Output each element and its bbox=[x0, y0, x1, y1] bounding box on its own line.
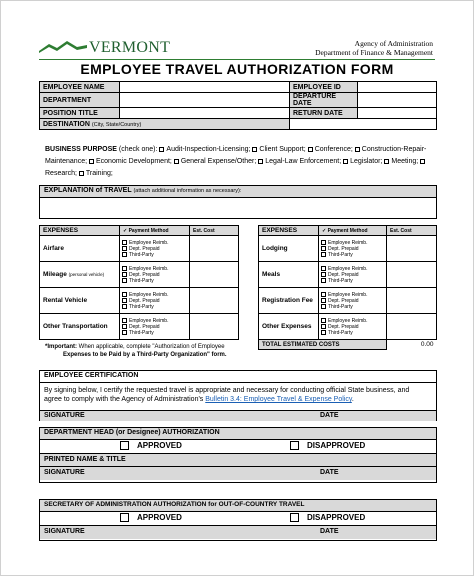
cost-field[interactable] bbox=[190, 236, 239, 262]
note-text-2: Expenses to be Paid by a Third-Party Organization" form. bbox=[63, 352, 227, 358]
purpose-option[interactable]: Research; bbox=[45, 158, 427, 177]
checkbox-icon[interactable] bbox=[120, 513, 129, 522]
cost-field[interactable] bbox=[190, 262, 239, 288]
cost-field[interactable] bbox=[190, 314, 239, 340]
signature-label: SIGNATURE bbox=[44, 528, 85, 535]
secretary-authorization bbox=[39, 499, 437, 541]
approved-option[interactable]: APPROVED bbox=[120, 441, 182, 450]
signature-label: SIGNATURE bbox=[44, 469, 85, 476]
employee-id-label: EMPLOYEE ID bbox=[290, 82, 358, 93]
certification-header: EMPLOYEE CERTIFICATION bbox=[40, 371, 436, 383]
employee-info-table bbox=[39, 81, 437, 130]
explanation-box[interactable] bbox=[39, 185, 437, 219]
purpose-option[interactable]: Economic Development; bbox=[89, 158, 172, 165]
date-label: DATE bbox=[320, 528, 339, 535]
cost-field[interactable] bbox=[387, 288, 437, 314]
checkbox-icon[interactable] bbox=[120, 441, 129, 450]
checkbox-icon[interactable] bbox=[122, 252, 127, 257]
disapproved-option[interactable]: DISAPPROVED bbox=[290, 441, 365, 450]
departure-date-label: DEPARTURE DATE bbox=[290, 93, 358, 108]
checkbox-icon[interactable] bbox=[290, 441, 299, 450]
logo-text: VERMONT bbox=[89, 39, 171, 56]
purpose-option[interactable]: Meeting; bbox=[384, 158, 418, 165]
checkbox-icon[interactable] bbox=[321, 240, 326, 245]
destination-label-text: DESTINATION bbox=[43, 120, 90, 128]
checkbox-icon[interactable] bbox=[321, 324, 326, 329]
cost-col-header: Est. Cost bbox=[190, 226, 239, 236]
checkbox-icon[interactable] bbox=[122, 298, 127, 303]
mountain-logo-icon bbox=[39, 39, 87, 53]
payment-method-group: Employee Reimb. Dept. Prepaid Third-Party bbox=[120, 262, 190, 288]
checkbox-icon[interactable] bbox=[159, 147, 164, 152]
payment-method-group: Employee Reimb. Dept. Prepaid Third-Party bbox=[120, 314, 190, 340]
disapproved-option[interactable]: DISAPPROVED bbox=[290, 513, 365, 522]
return-date-field[interactable] bbox=[358, 108, 437, 119]
purpose-option[interactable]: Construction-Repair-Maintenance; bbox=[45, 146, 427, 165]
payment-col-header: ✓ Payment Method bbox=[120, 226, 190, 236]
expenses-col-header: EXPENSES bbox=[259, 226, 319, 236]
expenses-table-right bbox=[258, 225, 437, 350]
expenses-table-left bbox=[39, 225, 239, 340]
cost-field[interactable] bbox=[387, 262, 437, 288]
checkbox-icon[interactable] bbox=[79, 171, 84, 176]
expenses-col-header: EXPENSES bbox=[40, 226, 120, 236]
checkbox-icon[interactable] bbox=[122, 330, 127, 335]
agency-line-1: Agency of Administration bbox=[354, 39, 433, 48]
note-star: *Important: bbox=[45, 344, 77, 350]
checkbox-icon[interactable] bbox=[321, 292, 326, 297]
checkbox-icon[interactable] bbox=[321, 318, 326, 323]
expense-label-mileage: Mileage (personal vehicle) bbox=[40, 262, 120, 288]
total-costs-value: 0.00 bbox=[420, 341, 434, 349]
purpose-option[interactable]: Conference; bbox=[308, 146, 353, 153]
checkbox-icon[interactable] bbox=[308, 147, 313, 152]
employee-name-field[interactable] bbox=[120, 82, 290, 93]
checkbox-icon[interactable] bbox=[321, 330, 326, 335]
dept-head-header: DEPARTMENT HEAD (or Designee) AUTHORIZATION bbox=[40, 428, 436, 440]
checkbox-icon[interactable] bbox=[252, 147, 257, 152]
position-title-label: POSITION TITLE bbox=[40, 108, 120, 119]
expense-label-other-expenses: Other Expenses bbox=[259, 314, 319, 340]
checkbox-icon[interactable] bbox=[122, 324, 127, 329]
department-label: DEPARTMENT bbox=[40, 93, 120, 108]
payment-col-header: ✓ Payment Method bbox=[319, 226, 387, 236]
agency-line-2: Department of Finance & Management bbox=[315, 48, 433, 57]
dept-head-authorization bbox=[39, 427, 437, 483]
secretary-signature-row[interactable] bbox=[40, 525, 436, 539]
expense-label-meals: Meals bbox=[259, 262, 319, 288]
payment-method-group: Employee Reimb. Dept. Prepaid Third-Party bbox=[120, 288, 190, 314]
checkbox-icon[interactable] bbox=[321, 298, 326, 303]
explanation-hint: (attach additional information as necessary): bbox=[133, 188, 242, 194]
printed-name-label: PRINTED NAME & TITLE bbox=[44, 456, 126, 463]
checkbox-icon[interactable] bbox=[321, 266, 326, 271]
destination-hint: (City, State/Country) bbox=[91, 121, 142, 128]
department-field[interactable] bbox=[120, 93, 290, 108]
checkbox-icon[interactable] bbox=[122, 318, 127, 323]
checkbox-icon[interactable] bbox=[89, 159, 94, 164]
signature-label: SIGNATURE bbox=[44, 412, 85, 419]
form-title: EMPLOYEE TRAVEL AUTHORIZATION FORM bbox=[80, 61, 394, 77]
purpose-option[interactable]: Training; bbox=[79, 170, 113, 177]
checkbox-icon[interactable] bbox=[122, 240, 127, 245]
checkbox-icon[interactable] bbox=[321, 278, 326, 283]
employee-id-field[interactable] bbox=[358, 82, 437, 93]
expense-label-other-transport: Other Transportation bbox=[40, 314, 120, 340]
payment-method-group: Employee Reimb. Dept. Prepaid Third-Party bbox=[319, 288, 387, 314]
cost-field[interactable] bbox=[190, 288, 239, 314]
business-purpose-hint: (check one): bbox=[118, 146, 158, 153]
date-label: DATE bbox=[320, 469, 339, 476]
return-date-label: RETURN DATE bbox=[290, 108, 358, 119]
checkbox-icon[interactable] bbox=[258, 159, 263, 164]
expense-label-lodging: Lodging bbox=[259, 236, 319, 262]
checkbox-icon[interactable] bbox=[321, 246, 326, 251]
secretary-approval-row bbox=[40, 512, 436, 525]
certification-signature-row[interactable] bbox=[40, 410, 436, 421]
departure-date-field[interactable] bbox=[358, 93, 437, 108]
date-label: DATE bbox=[320, 412, 339, 419]
checkbox-icon[interactable] bbox=[122, 278, 127, 283]
checkbox-icon[interactable] bbox=[290, 513, 299, 522]
checkbox-icon[interactable] bbox=[122, 304, 127, 309]
business-purpose-label: BUSINESS PURPOSE bbox=[45, 146, 117, 153]
checkbox-icon[interactable] bbox=[122, 246, 127, 251]
header-divider bbox=[39, 59, 435, 60]
checkbox-icon[interactable] bbox=[122, 272, 127, 277]
destination-field[interactable] bbox=[290, 119, 437, 130]
checkbox-icon[interactable] bbox=[420, 159, 425, 164]
purpose-option[interactable]: General Expense/Other; bbox=[174, 158, 257, 165]
printed-name-row[interactable] bbox=[40, 453, 436, 466]
checkbox-icon[interactable] bbox=[174, 159, 179, 164]
purpose-option[interactable]: Client Support; bbox=[252, 146, 305, 153]
checkbox-icon[interactable] bbox=[384, 159, 389, 164]
payment-method-group: Employee Reimb. Dept. Prepaid Third-Party bbox=[319, 262, 387, 288]
secretary-header: SECRETARY OF ADMINISTRATION AUTHORIZATION for OUT-OF-COUNTRY TRAVEL bbox=[40, 500, 436, 512]
explanation-label: EXPLANATION of TRAVEL bbox=[44, 187, 132, 194]
purpose-option[interactable]: Audit-Inspection-Licensing; bbox=[159, 146, 250, 153]
agency-block bbox=[315, 39, 433, 57]
cost-col-header: Est. Cost bbox=[387, 226, 437, 236]
approved-option[interactable]: APPROVED bbox=[120, 513, 182, 522]
checkbox-icon[interactable] bbox=[321, 272, 326, 277]
payment-method-group: Employee Reimb. Dept. Prepaid Third-Party bbox=[120, 236, 190, 262]
expense-label-rental: Rental Vehicle bbox=[40, 288, 120, 314]
explanation-header bbox=[40, 186, 436, 198]
payment-method-group: Employee Reimb. Dept. Prepaid Third-Party bbox=[319, 314, 387, 340]
checkbox-icon[interactable] bbox=[122, 266, 127, 271]
employee-name-label: EMPLOYEE NAME bbox=[40, 82, 120, 93]
purpose-option[interactable]: Legal-Law Enforcement; bbox=[258, 158, 341, 165]
expense-label-airfare: Airfare bbox=[40, 236, 120, 262]
third-party-note bbox=[45, 343, 255, 359]
purpose-option[interactable]: Legislator; bbox=[343, 158, 382, 165]
expense-label-registration: Registration Fee bbox=[259, 288, 319, 314]
checkbox-icon[interactable] bbox=[343, 159, 348, 164]
checkbox-icon[interactable] bbox=[122, 292, 127, 297]
cost-field[interactable] bbox=[387, 236, 437, 262]
policy-link[interactable]: Bulletin 3.4: Employee Travel & Expense Policy bbox=[205, 396, 352, 403]
destination-label bbox=[40, 119, 290, 130]
dept-head-signature-row[interactable] bbox=[40, 466, 436, 480]
checkbox-icon[interactable] bbox=[321, 252, 326, 257]
note-text-1: When applicable, complete "Authorization of Employee bbox=[78, 344, 225, 350]
total-costs-label: TOTAL ESTIMATED COSTS bbox=[259, 340, 387, 350]
vermont-logo bbox=[39, 37, 179, 57]
payment-method-group: Employee Reimb. Dept. Prepaid Third-Party bbox=[319, 236, 387, 262]
business-purpose bbox=[45, 144, 435, 180]
certification-text: By signing below, I certify the requested travel is appropriate and necessary for conducting official State business, and agree to comply with the Agency of Administration's Bulletin 3.4: Employee Travel & Expense Policy. bbox=[44, 387, 410, 403]
dept-head-approval-row bbox=[40, 440, 436, 453]
checkbox-icon[interactable] bbox=[321, 304, 326, 309]
cost-field[interactable] bbox=[387, 314, 437, 340]
checkbox-icon[interactable] bbox=[355, 147, 360, 152]
employee-certification bbox=[39, 370, 437, 421]
position-title-field[interactable] bbox=[120, 108, 290, 119]
